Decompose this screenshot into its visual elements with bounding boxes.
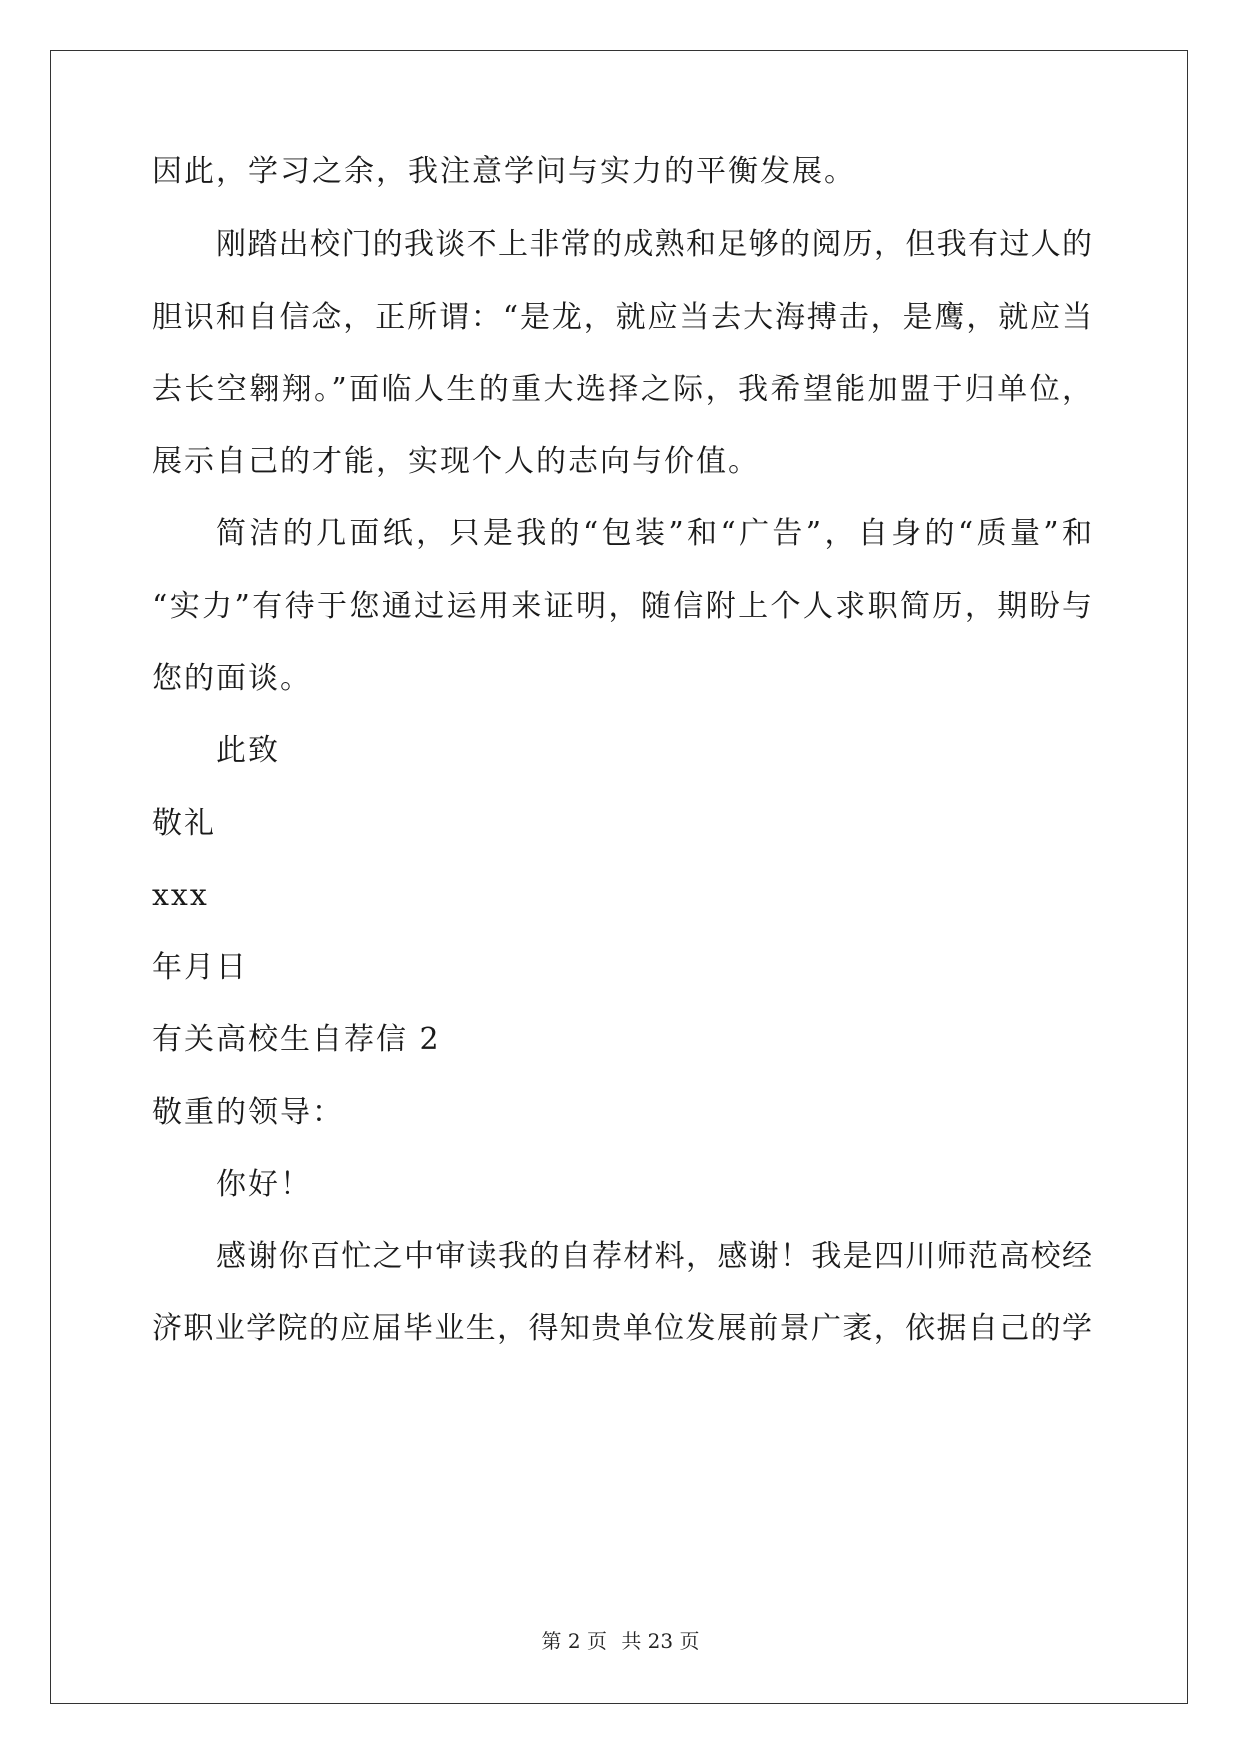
paragraph-line: 因此，学习之余，我注意学问与实力的平衡发展。: [152, 154, 856, 189]
greeting-hello: 你好！: [216, 1167, 312, 1202]
paragraph-line: 济职业学院的应届毕业生，得知贵单位发展前景广袤，依据自己的学: [152, 1311, 1092, 1346]
paragraph-line: 展示自己的才能，实现个人的志向与价值。: [152, 444, 760, 479]
paragraph-line: 您的面谈。: [152, 661, 312, 696]
closing-regards: 敬礼: [152, 806, 216, 841]
paragraph-line: 胆识和自信念，正所谓：“是龙，就应当去大海搏击，是鹰，就应当: [152, 300, 1092, 335]
letter-heading: 有关高校生自荐信 2: [152, 1022, 441, 1057]
date-line: 年月日: [152, 950, 248, 985]
paragraph-line: 感谢你百忙之中审读我的自荐材料，感谢！我是四川师范高校经: [216, 1239, 1092, 1274]
paragraph-line: 去长空翱翔。”面临人生的重大选择之际，我希望能加盟于归单位，: [152, 372, 1092, 407]
paragraph-line: “实力”有待于您通过运用来证明，随信附上个人求职简历，期盼与: [152, 589, 1092, 624]
page-number: 第 2 页: [541, 1629, 607, 1653]
signature: xxx: [152, 878, 209, 913]
page-total: 共 23 页: [621, 1629, 700, 1653]
page-footer: [0, 1625, 1241, 1654]
paragraph-line: 简洁的几面纸，只是我的“包装”和“广告”，自身的“质量”和: [216, 516, 1092, 551]
paragraph-line: 刚踏出校门的我谈不上非常的成熟和足够的阅历，但我有过人的: [216, 227, 1092, 262]
closing-salutation: 此致: [216, 733, 280, 768]
greeting: 敬重的领导：: [152, 1095, 344, 1130]
